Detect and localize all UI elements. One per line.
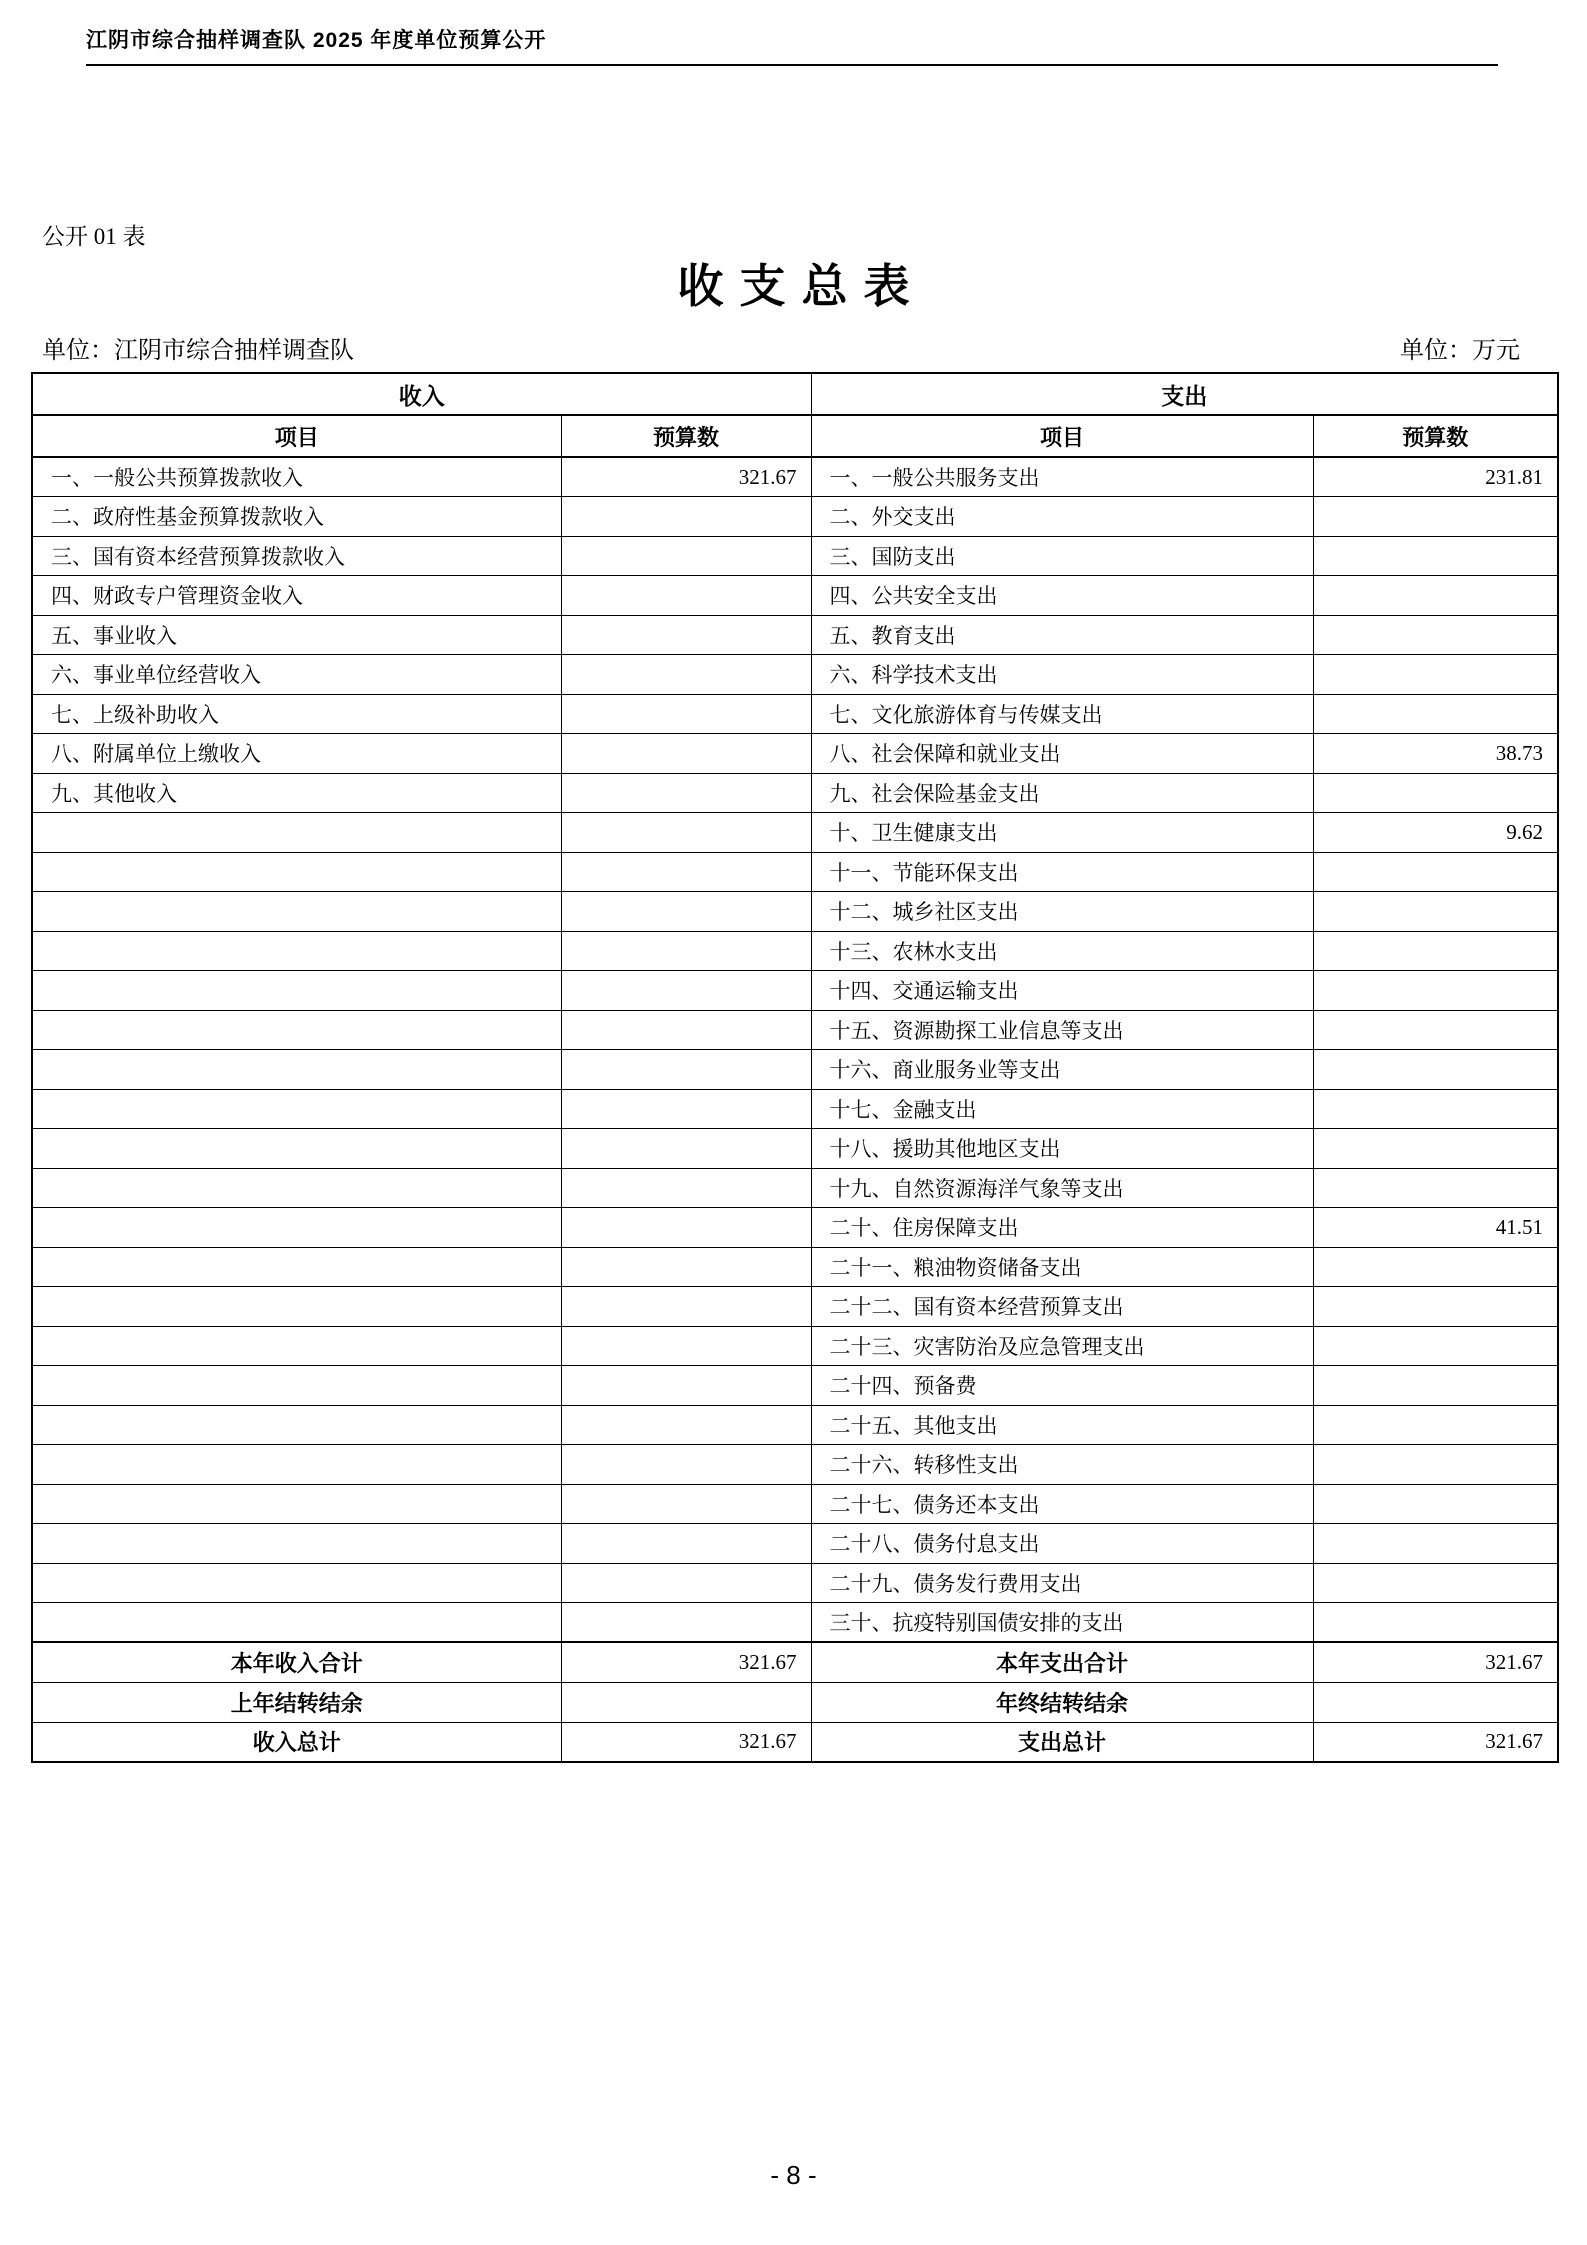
table-row	[32, 1603, 1558, 1643]
income-value-cell	[561, 1484, 811, 1524]
expense-value-cell	[1313, 1247, 1558, 1287]
income-item-cell	[32, 813, 561, 853]
table-row	[32, 1168, 1558, 1208]
table-row	[32, 694, 1558, 734]
income-item-cell	[32, 971, 561, 1011]
table-row	[32, 852, 1558, 892]
income-item-cell	[32, 1484, 561, 1524]
expense-value-cell	[1313, 852, 1558, 892]
table-row	[32, 1445, 1558, 1485]
income-value-cell	[561, 1129, 811, 1169]
total-row	[32, 1722, 1558, 1762]
expense-item-cell: 二十四、预备费	[811, 1366, 1313, 1406]
expense-item-cell: 十三、农林水支出	[811, 931, 1313, 971]
table-row	[32, 1050, 1558, 1090]
expense-total-value-cell: 321.67	[1313, 1722, 1558, 1762]
expense-item-cell: 二十五、其他支出	[811, 1405, 1313, 1445]
income-value-cell	[561, 773, 811, 813]
expense-total-label-cell: 年终结转结余	[811, 1682, 1313, 1722]
income-item-cell	[32, 1563, 561, 1603]
income-value-cell	[561, 615, 811, 655]
income-total-label-cell: 本年收入合计	[32, 1642, 561, 1682]
table-number-label: 公开 01 表	[42, 224, 146, 249]
expense-item-cell: 二十、住房保障支出	[811, 1208, 1313, 1248]
income-item-cell: 五、事业收入	[32, 615, 561, 655]
income-item-cell	[32, 1129, 561, 1169]
total-row	[32, 1682, 1558, 1722]
income-value-cell	[561, 1208, 811, 1248]
income-item-column-header: 项目	[32, 415, 561, 457]
income-value-cell	[561, 1445, 811, 1485]
expense-item-cell: 十九、自然资源海洋气象等支出	[811, 1168, 1313, 1208]
income-total-value-cell	[561, 1682, 811, 1722]
income-item-cell	[32, 1326, 561, 1366]
income-item-cell: 六、事业单位经营收入	[32, 655, 561, 695]
income-item-cell	[32, 1603, 561, 1643]
table-row	[32, 1524, 1558, 1564]
table-body	[32, 457, 1558, 1762]
table-row	[32, 1129, 1558, 1169]
expense-item-cell: 二十八、债务付息支出	[811, 1524, 1313, 1564]
expense-item-cell: 二、外交支出	[811, 497, 1313, 537]
page-title: 收支总表	[677, 261, 926, 312]
income-value-cell	[561, 655, 811, 695]
income-item-cell: 二、政府性基金预算拨款收入	[32, 497, 561, 537]
expense-value-cell	[1313, 1366, 1558, 1406]
income-item-cell	[32, 931, 561, 971]
expense-value-cell	[1313, 1563, 1558, 1603]
expense-item-cell: 五、教育支出	[811, 615, 1313, 655]
expense-value-cell	[1313, 1168, 1558, 1208]
income-item-cell	[32, 1247, 561, 1287]
income-item-cell: 一、一般公共预算拨款收入	[32, 457, 561, 497]
income-value-cell	[561, 931, 811, 971]
expense-item-cell: 八、社会保障和就业支出	[811, 734, 1313, 774]
income-item-cell	[32, 1010, 561, 1050]
table-row	[32, 1247, 1558, 1287]
expense-item-cell: 二十一、粮油物资储备支出	[811, 1247, 1313, 1287]
unit-name-label: 单位：江阴市综合抽样调查队	[42, 338, 354, 364]
expense-item-cell: 二十二、国有资本经营预算支出	[811, 1287, 1313, 1327]
income-budget-column-header: 预算数	[561, 415, 811, 457]
table-row	[32, 1287, 1558, 1327]
expense-item-cell: 六、科学技术支出	[811, 655, 1313, 695]
table-row	[32, 734, 1558, 774]
income-value-cell	[561, 813, 811, 853]
income-value-cell	[561, 1366, 811, 1406]
income-total-label-cell: 收入总计	[32, 1722, 561, 1762]
expense-total-value-cell: 321.67	[1313, 1642, 1558, 1682]
total-row	[32, 1642, 1558, 1682]
table-row	[32, 497, 1558, 537]
income-value-cell	[561, 536, 811, 576]
expense-value-cell	[1313, 694, 1558, 734]
table-row	[32, 1089, 1558, 1129]
income-item-cell: 九、其他收入	[32, 773, 561, 813]
expense-value-cell	[1313, 1129, 1558, 1169]
income-total-value-cell: 321.67	[561, 1642, 811, 1682]
table-row	[32, 1208, 1558, 1248]
income-value-cell	[561, 1603, 811, 1643]
income-value-cell	[561, 1050, 811, 1090]
income-item-cell: 八、附属单位上缴收入	[32, 734, 561, 774]
income-item-cell	[32, 1287, 561, 1327]
expense-item-cell: 二十九、债务发行费用支出	[811, 1563, 1313, 1603]
income-value-cell	[561, 1287, 811, 1327]
expense-item-cell: 二十六、转移性支出	[811, 1445, 1313, 1485]
income-value-cell	[561, 971, 811, 1011]
table-row	[32, 536, 1558, 576]
income-value-cell	[561, 734, 811, 774]
expense-value-cell	[1313, 1524, 1558, 1564]
expense-item-cell: 三、国防支出	[811, 536, 1313, 576]
income-item-cell: 三、国有资本经营预算拨款收入	[32, 536, 561, 576]
table-head	[32, 373, 1558, 457]
expense-value-cell	[1313, 1326, 1558, 1366]
expense-value-cell	[1313, 1445, 1558, 1485]
expense-item-cell: 四、公共安全支出	[811, 576, 1313, 616]
income-value-cell	[561, 1247, 811, 1287]
expense-total-label-cell: 本年支出合计	[811, 1642, 1313, 1682]
expense-value-cell	[1313, 536, 1558, 576]
expense-value-cell	[1313, 1089, 1558, 1129]
expense-total-value-cell	[1313, 1682, 1558, 1722]
income-item-cell: 四、财政专户管理资金收入	[32, 576, 561, 616]
income-item-cell	[32, 1366, 561, 1406]
expense-value-cell	[1313, 497, 1558, 537]
income-value-cell	[561, 1168, 811, 1208]
income-item-cell	[32, 1208, 561, 1248]
income-item-cell	[32, 1445, 561, 1485]
expense-value-cell: 41.51	[1313, 1208, 1558, 1248]
expense-item-cell: 十五、资源勘探工业信息等支出	[811, 1010, 1313, 1050]
income-item-cell: 七、上级补助收入	[32, 694, 561, 734]
expense-value-cell	[1313, 615, 1558, 655]
income-section-header: 收入	[32, 373, 811, 415]
expense-item-cell: 十、卫生健康支出	[811, 813, 1313, 853]
table-row	[32, 1405, 1558, 1445]
expense-value-cell	[1313, 1010, 1558, 1050]
table-row	[32, 615, 1558, 655]
expense-total-label-cell: 支出总计	[811, 1722, 1313, 1762]
income-value-cell	[561, 497, 811, 537]
income-value-cell	[561, 852, 811, 892]
income-value-cell	[561, 1010, 811, 1050]
income-value-cell: 321.67	[561, 457, 811, 497]
expense-value-cell: 231.81	[1313, 457, 1558, 497]
income-value-cell	[561, 1326, 811, 1366]
expense-item-cell: 十六、商业服务业等支出	[811, 1050, 1313, 1090]
expense-value-cell	[1313, 1287, 1558, 1327]
expense-value-cell	[1313, 1050, 1558, 1090]
section-header-row	[32, 373, 1558, 415]
expense-item-cell: 九、社会保险基金支出	[811, 773, 1313, 813]
expense-item-cell: 二十三、灾害防治及应急管理支出	[811, 1326, 1313, 1366]
expense-value-cell	[1313, 1603, 1558, 1643]
income-item-cell	[32, 1405, 561, 1445]
table-row	[32, 813, 1558, 853]
income-value-cell	[561, 694, 811, 734]
table-row	[32, 1563, 1558, 1603]
expense-value-cell: 38.73	[1313, 734, 1558, 774]
table-row	[32, 892, 1558, 932]
expense-item-cell: 十一、节能环保支出	[811, 852, 1313, 892]
income-item-cell	[32, 852, 561, 892]
expense-item-cell: 一、一般公共服务支出	[811, 457, 1313, 497]
table-row	[32, 1326, 1558, 1366]
expense-value-cell	[1313, 655, 1558, 695]
expense-item-cell: 十四、交通运输支出	[811, 971, 1313, 1011]
income-item-cell	[32, 1089, 561, 1129]
budget-summary-table	[31, 372, 1559, 1763]
table-row	[32, 1366, 1558, 1406]
expense-value-cell	[1313, 892, 1558, 932]
expense-item-cell: 十七、金融支出	[811, 1089, 1313, 1129]
expense-item-cell: 七、文化旅游体育与传媒支出	[811, 694, 1313, 734]
expense-value-cell	[1313, 773, 1558, 813]
income-value-cell	[561, 1524, 811, 1564]
table-row	[32, 971, 1558, 1011]
income-item-cell	[32, 1524, 561, 1564]
income-total-label-cell: 上年结转结余	[32, 1682, 561, 1722]
expense-value-cell: 9.62	[1313, 813, 1558, 853]
income-value-cell	[561, 1089, 811, 1129]
column-header-row	[32, 415, 1558, 457]
expense-item-column-header: 项目	[811, 415, 1313, 457]
expense-value-cell	[1313, 971, 1558, 1011]
income-total-value-cell: 321.67	[561, 1722, 811, 1762]
table-row	[32, 773, 1558, 813]
expense-item-cell: 三十、抗疫特别国债安排的支出	[811, 1603, 1313, 1643]
page-number: - 8 -	[770, 2160, 817, 2190]
table-row	[32, 1484, 1558, 1524]
income-item-cell	[32, 1168, 561, 1208]
expense-item-cell: 二十七、债务还本支出	[811, 1484, 1313, 1524]
income-item-cell	[32, 892, 561, 932]
expense-value-cell	[1313, 1484, 1558, 1524]
income-value-cell	[561, 1405, 811, 1445]
expense-item-cell: 十八、援助其他地区支出	[811, 1129, 1313, 1169]
expense-value-cell	[1313, 1405, 1558, 1445]
table-row	[32, 1010, 1558, 1050]
income-value-cell	[561, 892, 811, 932]
expense-section-header: 支出	[811, 373, 1558, 415]
expense-value-cell	[1313, 576, 1558, 616]
unit-currency-label: 单位：万元	[1400, 338, 1520, 364]
table-row	[32, 576, 1558, 616]
expense-value-cell	[1313, 931, 1558, 971]
income-value-cell	[561, 1563, 811, 1603]
header-divider	[86, 64, 1498, 66]
table-row	[32, 931, 1558, 971]
expense-budget-column-header: 预算数	[1313, 415, 1558, 457]
table-row	[32, 655, 1558, 695]
expense-item-cell: 十二、城乡社区支出	[811, 892, 1313, 932]
income-item-cell	[32, 1050, 561, 1090]
document-header: 江阴市综合抽样调查队 2025 年度单位预算公开	[86, 29, 547, 52]
income-value-cell	[561, 576, 811, 616]
unit-info-row	[42, 330, 1520, 365]
table-row	[32, 457, 1558, 497]
